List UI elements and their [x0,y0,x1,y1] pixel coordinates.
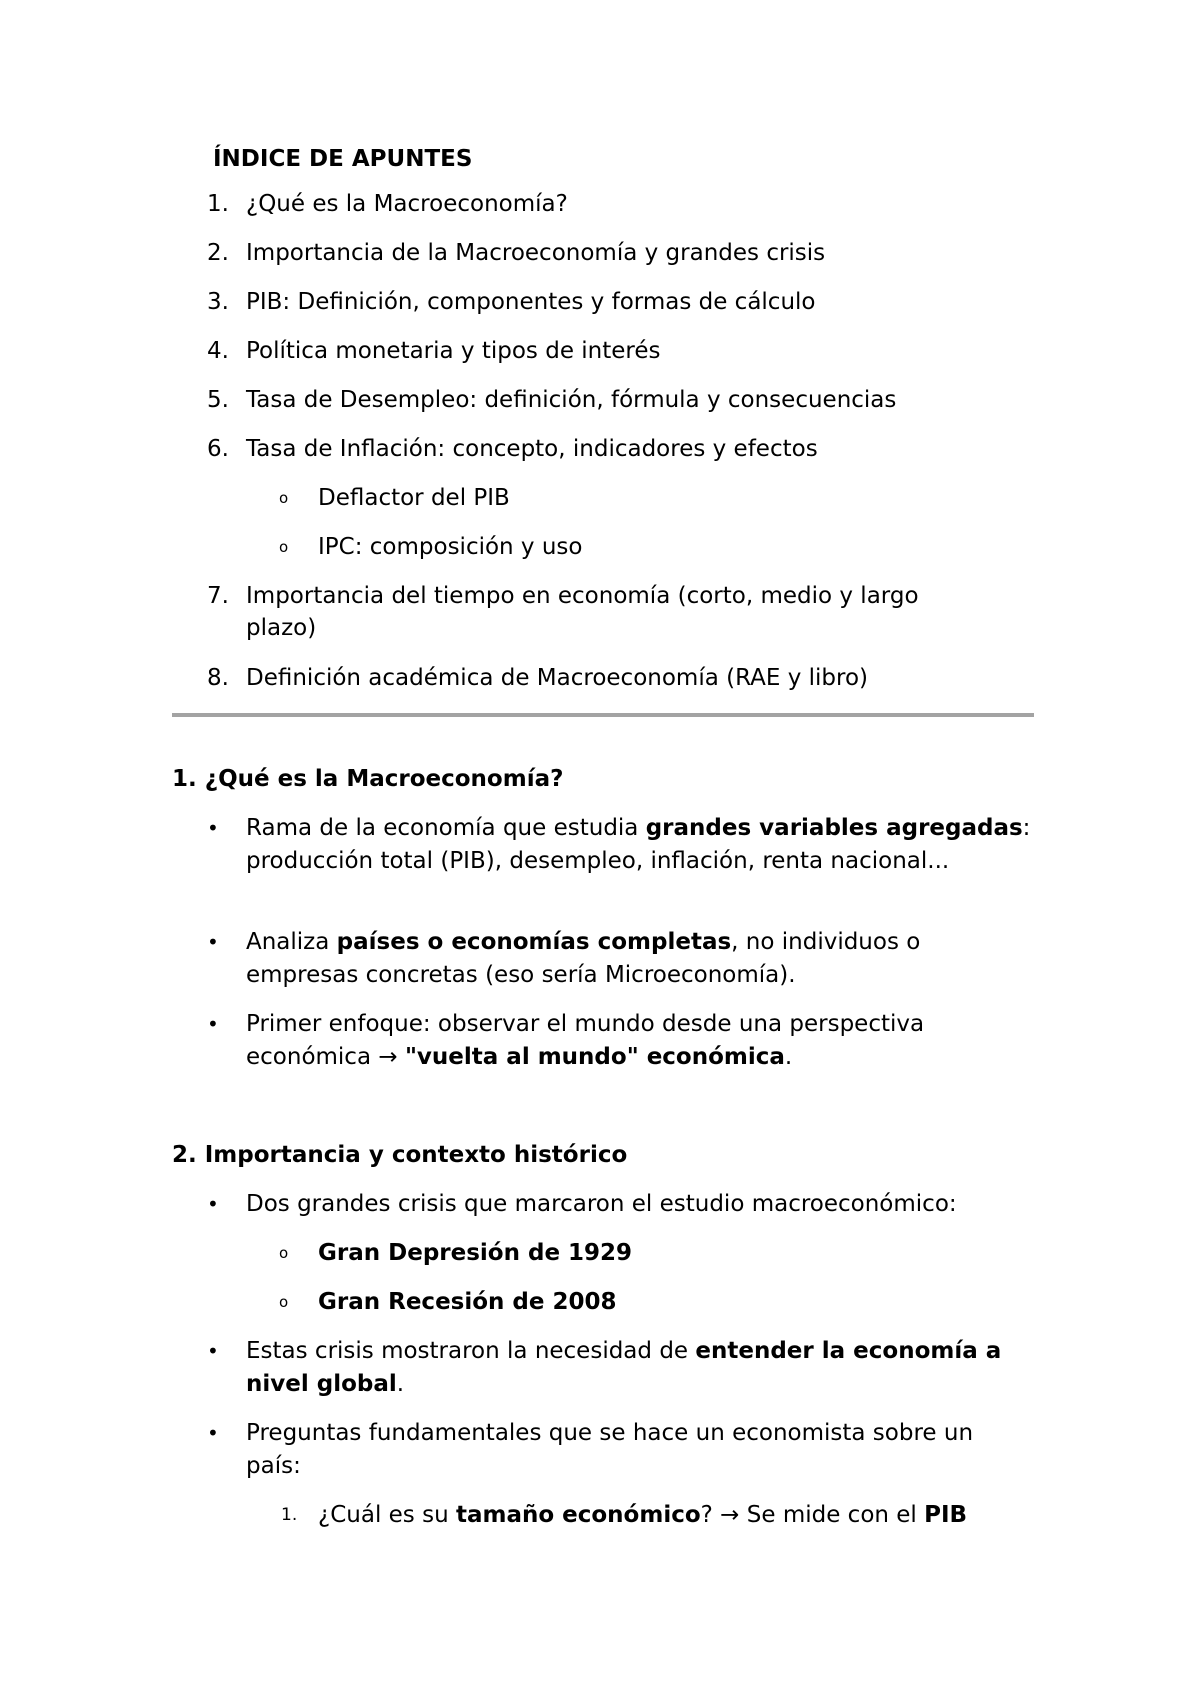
circle-bullet-icon: o [279,538,289,556]
text-run: Analiza [246,929,337,955]
index-item-text: Importancia de la Macroeconomía y grandes crisis [246,240,826,266]
index-title: ÍNDICE DE APUNTES [213,146,473,172]
bold-run: "vuelta al mundo" económica [404,1043,785,1070]
list-item-text [246,812,1036,877]
bold-run: PIB [924,1502,968,1528]
index-item-text: Importancia del tiempo en economía (corto, medio y largo plazo) [246,583,919,641]
list-item-text: Preguntas fundamentales que se hace un economista sobre un país: [246,1420,974,1479]
bullet-icon: • [207,1192,219,1216]
bold-run: entender la economía a nivel global [246,1338,1002,1397]
index-item-number: 4. [207,338,229,364]
section-1-heading: 1. ¿Qué es la Macroeconomía? [172,766,564,792]
bullet-icon: • [207,1421,219,1445]
index-item-text: Definición académica de Macroeconomía (RAE y libro) [246,665,869,691]
sub-list-item-text: Gran Depresión de 1929 [318,1240,633,1266]
list-item-text: Dos grandes crisis que marcaron el estudio macroeconómico: [246,1191,957,1217]
index-item-text: ¿Qué es la Macroeconomía? [246,191,568,217]
list-item-text [246,926,1036,991]
index-item-text: Política monetaria y tipos de interés [246,338,661,364]
index-item-number: 3. [207,289,229,315]
index-item-number: 6. [207,436,229,462]
bold-run: países o economías completas [336,929,732,955]
text-run: ¿Cuál es su [318,1502,456,1528]
sub-item-number: 1. [281,1505,298,1525]
bold-run: tamaño económico [455,1502,701,1528]
index-subitem-text: Deflactor del PIB [318,485,510,511]
list-item-text [246,1008,1006,1073]
sub-item-text [318,1499,1018,1531]
index-subitem-text: IPC: composición y uso [318,534,583,560]
text-run: Rama de la economía que estudia [246,815,646,841]
index-item-number: 2. [207,240,229,266]
text-run: Primer enfoque: observar el mundo desde una perspectiva económica → [246,1011,925,1070]
circle-bullet-icon: o [279,1244,289,1262]
circle-bullet-icon: o [279,489,289,507]
bullet-icon: • [207,1012,219,1036]
bold-run: grandes variables agregadas [645,815,1023,841]
sub-list-item-text: Gran Recesión de 2008 [318,1289,617,1315]
bullet-icon: • [207,816,219,840]
text-run: , no individuos o empresas concretas (eso sería Microeconomía). [246,929,921,988]
section-2-heading: 2. Importancia y contexto histórico [172,1142,628,1168]
index-item-text: Tasa de Desempleo: definición, fórmula y consecuencias [246,387,897,413]
index-item-number: 5. [207,387,229,413]
list-item-text [246,1335,1036,1400]
text-run: . [784,1043,793,1070]
index-item-text: PIB: Definición, componentes y formas de cálculo [246,289,816,315]
horizontal-divider [172,713,1034,717]
index-item-number: 8. [207,665,229,691]
bullet-icon: • [207,930,219,954]
index-item-number: 7. [207,583,229,609]
circle-bullet-icon: o [279,1293,289,1311]
index-item-text: Tasa de Inflación: concepto, indicadores y efectos [246,436,818,462]
text-run: . [396,1370,405,1397]
text-run: : producción total (PIB), desempleo, inflación, renta nacional... [246,815,1031,874]
text-run: Estas crisis mostraron la necesidad de [246,1338,696,1364]
bullet-icon: • [207,1339,219,1363]
text-run: ? → Se mide con el [700,1502,925,1528]
index-item-number: 1. [207,191,229,217]
